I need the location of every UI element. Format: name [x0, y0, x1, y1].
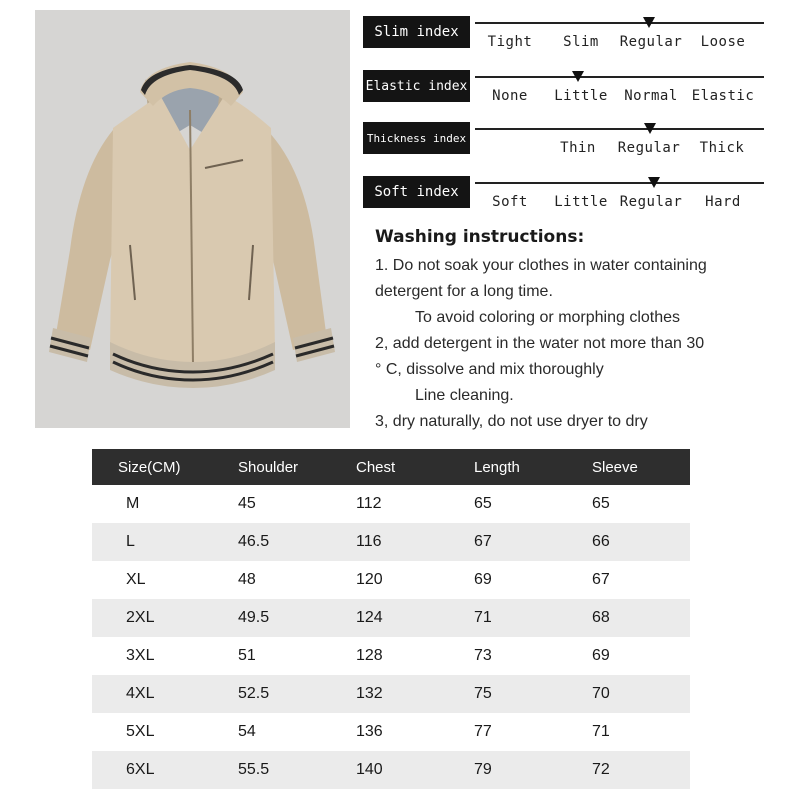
cell-sleeve: 72	[592, 761, 610, 778]
elastic-option-none: None	[492, 88, 528, 104]
thickness-option-thick: Thick	[699, 140, 745, 156]
cell-size: L	[126, 533, 135, 550]
washing-line-2: detergent for a long time.	[375, 283, 553, 300]
thickness-index-label: Thickness index	[363, 122, 470, 154]
washing-line-5: ° C, dissolve and mix thoroughly	[375, 361, 604, 378]
table-row	[92, 675, 690, 713]
table-row	[92, 713, 690, 751]
cell-sleeve: 68	[592, 609, 610, 626]
cell-shoulder: 46.5	[238, 533, 270, 550]
fabric-indexes	[0, 0, 800, 230]
slim-index-label: Slim index	[363, 16, 470, 48]
cell-size: M	[126, 495, 140, 512]
cell-length: 77	[474, 723, 492, 740]
cell-chest: 120	[356, 571, 383, 588]
soft-index-label: Soft index	[363, 176, 470, 208]
cell-shoulder: 45	[238, 495, 256, 512]
cell-chest: 112	[356, 495, 382, 512]
soft-index-marker	[648, 177, 660, 188]
thickness-index-scale	[475, 128, 764, 130]
slim-option-loose: Loose	[700, 34, 746, 50]
size-table-header	[92, 449, 690, 485]
cell-shoulder: 48	[238, 571, 256, 588]
elastic-index-label: Elastic index	[363, 70, 470, 102]
cell-chest: 116	[356, 533, 382, 550]
table-row	[92, 485, 690, 523]
cell-sleeve: 67	[592, 571, 610, 588]
table-row	[92, 637, 690, 675]
cell-length: 65	[474, 495, 492, 512]
cell-chest: 136	[356, 723, 383, 740]
header-size: Size(CM)	[118, 458, 181, 476]
cell-size: 3XL	[126, 647, 155, 664]
cell-size: XL	[126, 571, 146, 588]
elastic-index-row	[363, 70, 768, 110]
cell-length: 67	[474, 533, 492, 550]
washing-line-4: 2, add detergent in the water not more than 30	[375, 335, 705, 352]
soft-option-regular: Regular	[619, 194, 683, 210]
table-row	[92, 599, 690, 637]
elastic-option-elastic: Elastic	[691, 88, 755, 104]
cell-length: 73	[474, 647, 492, 664]
cell-sleeve: 66	[592, 533, 610, 550]
cell-size: 4XL	[126, 685, 155, 702]
washing-title: Washing instructions:	[375, 227, 585, 247]
elastic-option-normal: Normal	[624, 88, 678, 104]
soft-index-row	[363, 176, 768, 216]
cell-shoulder: 54	[238, 723, 256, 740]
header-shoulder: Shoulder	[238, 458, 299, 476]
cell-chest: 132	[356, 685, 383, 702]
cell-shoulder: 49.5	[238, 609, 270, 626]
thickness-index-row	[363, 122, 768, 162]
header-length: Length	[474, 458, 520, 476]
header-chest: Chest	[356, 458, 396, 476]
cell-size: 2XL	[126, 609, 155, 626]
table-row	[92, 751, 690, 789]
slim-index-row	[363, 16, 768, 56]
table-row	[92, 561, 690, 599]
thickness-option-thin: Thin	[560, 140, 596, 156]
cell-sleeve: 70	[592, 685, 610, 702]
slim-option-tight: Tight	[487, 34, 533, 50]
table-row	[92, 523, 690, 561]
size-table	[92, 449, 690, 789]
cell-chest: 140	[356, 761, 383, 778]
washing-line-1: 1. Do not soak your clothes in water containing	[375, 257, 707, 274]
cell-size: 5XL	[126, 723, 155, 740]
washing-line-3: To avoid coloring or morphing clothes	[415, 309, 681, 326]
thickness-option-regular: Regular	[617, 140, 681, 156]
cell-shoulder: 51	[238, 647, 256, 664]
cell-size: 6XL	[126, 761, 155, 778]
cell-length: 75	[474, 685, 492, 702]
washing-line-7: 3, dry naturally, do not use dryer to dry	[375, 413, 648, 430]
soft-option-hard: Hard	[705, 194, 741, 210]
cell-length: 69	[474, 571, 492, 588]
elastic-option-little: Little	[554, 88, 608, 104]
cell-chest: 128	[356, 647, 383, 664]
soft-option-soft: Soft	[492, 194, 528, 210]
slim-option-slim: Slim	[563, 34, 599, 50]
soft-index-scale	[475, 182, 764, 184]
cell-shoulder: 52.5	[238, 685, 270, 702]
cell-sleeve: 69	[592, 647, 610, 664]
thickness-index-marker	[644, 123, 656, 134]
washing-instructions	[375, 227, 785, 435]
cell-length: 71	[474, 609, 492, 626]
slim-index-scale	[475, 22, 764, 24]
elastic-index-scale	[475, 76, 764, 78]
slim-index-marker	[643, 17, 655, 28]
cell-length: 79	[474, 761, 492, 778]
cell-chest: 124	[356, 609, 383, 626]
cell-sleeve: 71	[592, 723, 610, 740]
washing-line-6: Line cleaning.	[415, 387, 514, 404]
cell-shoulder: 55.5	[238, 761, 270, 778]
size-table-body	[92, 485, 690, 789]
header-sleeve: Sleeve	[592, 458, 638, 476]
cell-sleeve: 65	[592, 495, 610, 512]
soft-option-little: Little	[554, 194, 608, 210]
elastic-index-marker	[572, 71, 584, 82]
slim-option-regular: Regular	[619, 34, 683, 50]
